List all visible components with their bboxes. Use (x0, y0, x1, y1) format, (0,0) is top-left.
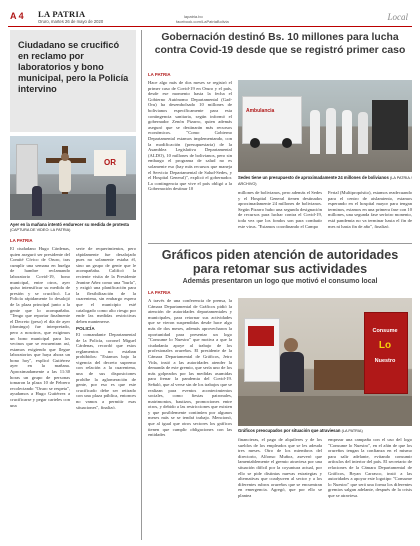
logo-line-3: Nuestro (374, 358, 396, 364)
top-byline: LA PATRIA (148, 72, 171, 77)
issue-date: Oruro, martes 26 de mayo de 2020 (38, 19, 104, 24)
left-col2-subhead: POLICÍA (76, 326, 95, 332)
bottom-headline: Gráficos piden atención de autoridades para retomar sus actividades (161, 248, 399, 277)
ambulance-caption-text: Sedes tiene un presupuesto de aproximadamente 24 millones de bolivianos (238, 175, 389, 180)
bottom-subheadline: Además presentaron un logo que motivó el consumo local (182, 278, 378, 285)
graphics-photo-caption (238, 428, 412, 434)
logo-line-2: Lo (378, 340, 392, 351)
web-address: lapatria.bo (184, 14, 203, 19)
paper-name: LA PATRIA (38, 9, 86, 19)
graphics-photo (238, 298, 412, 426)
protest-sign-text: OR (94, 150, 126, 176)
protest-photo (10, 136, 136, 220)
bottom-byline: LA PATRIA (148, 290, 171, 295)
page-label: A 4 (10, 11, 24, 21)
social-address: facebook.com/LaPatriaBolivia (176, 19, 229, 24)
ambulance-photo-caption (238, 175, 412, 187)
protest-photo-caption (10, 222, 136, 233)
protest-caption-text: Ayer en la mañana intentó endurecer su medida de protesta (10, 222, 129, 227)
ambulance-label: Ambulancia (246, 108, 275, 114)
top-column-1: Hace algo más de dos meses se registró el primer caso de Covid-19 en Oruro y el país, desde ese momento hasta la fecha el Gobierno Autónomo Departamental (Gad-Oru) ha desembolsado 10 millones de bolivianos específicamente para esta contingencia sanitaria, según informó el gobernador Zenón Pizarro, quien además aseguró que se destinarán más recursos económicos. "Como Gobierno Departamental estamos implementando, con la modificación (presupuestaria) de la Asamblea Legislativa Departamental (ALDO), 10 millones de bolivianos, pero sin embargo el programa de salud no es solamente eso (hay más recursos que maneja el Servicio Departamental de Salud-Sedes, y el Hospital General)", explicó el gobernador. La contingencia que vive el país obligó a la Gobernación destinar 10 (148, 80, 232, 192)
protest-caption-credit: (CAPTURA DE VIDEO: LA PATRIA) (10, 228, 71, 232)
bottom-column-1: A través de una conferencia de prensa, la Cámara Departamental de Gráficos pidió la atención de autoridades departamentales y municipales, para retornar sus actividades que se vieron suspendidas desde hace algo más de dos meses, además aprovecharon la oportunidad para presentar un logo "Consume lo Nuestro" que motiva a que la ciudadanía apoye al trabajo de los profesionales orureños. El presidente de la Cámara Departamental de Gráficos, Jetro Vida, instó a las autoridades atender la demanda de este gremio, que sería uno de los más golpeados por las medidas asumidas para frenar la pandemia del Covid-19. Señaló, que al verse sin de los trabajos que se realizan para eventos acontecimientos sociales, como fiestas patronales, matrimonios, bautizos, promociones entre otros, y debido a las restricciones que existen y que posiblemente continúen por algunos meses más se se tendrá trabajo. Mencionó, que al igual que otros sectores los gráficos tienen que cumplir obligaciones con las entidades (148, 298, 232, 438)
bottom-column-2: financieras, el pago de alquileres y de los sueldos de los empleados que se les adeuda tres meses. Otro de los miembros del directorio, Alfonso Muñoz, aseveró que lamentablemente el gremio atraviesa por una situación difícil por la coyuntura actual, por ello se pide distintas nuevas estrategias y alternativas que coadyuven al sector y a los diferentes rubros orureños que se encuentran en emergencia. Agregó, que por ello se plantea (238, 437, 322, 498)
masthead-rule (8, 26, 412, 27)
section-name: Local (387, 12, 408, 22)
top-column-3: Ferial (Multipropósito), estamos readecuando para el centro de aislamiento, estamos esperando en el hospital mayor para tengan terminos, estamos en una primera fase con 10 millones, una segunda fase seríotro monento, está pandemia no va terminar hasta el fin de mes ni hasta fin de año", finalizó. (328, 190, 412, 229)
top-headline: Gobernación destinó Bs. 10 millones para lucha contra Covid-19 desde que se registró primer caso (154, 32, 406, 56)
ambulance-photo (238, 80, 412, 172)
left-column-1: El ciudadano Hugo Cárdenas, quien aseguró ser presidente del Comité Cívico de Oruro, tras cumplir una semana en huelga de hambre reclamando laboratorio Covid-19, bono municipal, entre otros, ayer quiso intensificar su medida de presión y se crucificó. La Policía rápidamente lo desalojó de la plaza principal junto a la gente que lo acompañaba. "Tengo que reportar finalmente el Decreto (peso) el día de ayer (domingo) fue interpretado, pero a nosotros, que exigimos un bono municipal para los vecinos que se encuentran así, estamos exigiendo que llegue laboratorios que haya ahora un bono hoy", explicó Gutiérrez ayer en la mañana. Aproximadamente a las 11:30 horas un grupo de personas tomaron la plaza 10 de Febrero recolectando "Oruro se respeta", ayudamos a Hugo Gutiérrez a crucificarse y pegar carteles con una (10, 246, 70, 408)
left-col2-para1: serie de requerimientos, pero rápidamente fue desalojado pues no solamente estaba él, sino un grupo de gente que le acompañaba. Calificó la reciente visita de la Presidente Jeanine Añez como una "burla", y exigió una planificación para la flexibilización de la cuarentena, sin embargo espera que el municipio esté catalogado como alto riesgo por ende las medidas restrictivas deben mantenerse. (76, 246, 136, 324)
bottom-column-3: empezar una campaña con el uso del logo "Consume lo Nuestro", en el afán de que los orureños tengan la confianza en el mismo para salir adelante, evitando consumir artículos del interior del país. El secretario de relaciones de la Cámara Departamental de Gráficos, Bryan Carrasco, instó a las autoridades a apoyar este logotipo "Consume lo Nuestro" que será una forma los diferentes gremios salgan adelante, después de la crisis que se atraviesa. (328, 437, 412, 498)
column-divider (141, 30, 142, 540)
left-col2-para2: El comandante Departamental de la Policía, coronel Miguel Cárdenas, recordó que estos reglamentos no estaban prohibidos: "Estamos bajo la vigencia del decreto supremo con relación a la cuarentena, una de sus disposiciones prohíbe la aglomeración de gente, por eso es que este crucificado debe ser retirado con una plaza pública, entonces no vamos a permitir esas situaciones", finalizó. (76, 331, 136, 410)
left-byline: LA PATRIA (10, 238, 33, 243)
story-divider (148, 243, 412, 244)
graphics-caption-text: Gráficos preocupados por situación que atraviesan (238, 428, 341, 433)
ambulance-caption-credit: (LA PATRIA / ARCHIVO) (238, 176, 412, 186)
top-column-2: millones de bolivianos, pero además el Sedes y el Hospital General tienen destinados aproximadamente 24 millones de bolivianos. Según Pizarro hubo una segunda designación de recursos para luchar contra el Covid-19, toda vez que los fondos son para combatir este virus. "Estamos coordinando el Campo (238, 190, 322, 229)
left-column-2 (76, 246, 136, 542)
logo-line-1: Consume (372, 328, 398, 334)
graphics-caption-credit: (LA PATRIA) (341, 429, 363, 433)
left-headline: Ciudadano se crucificó en reclamo por laboratorios y bono municipal, pero la Policía intervino (18, 40, 129, 94)
